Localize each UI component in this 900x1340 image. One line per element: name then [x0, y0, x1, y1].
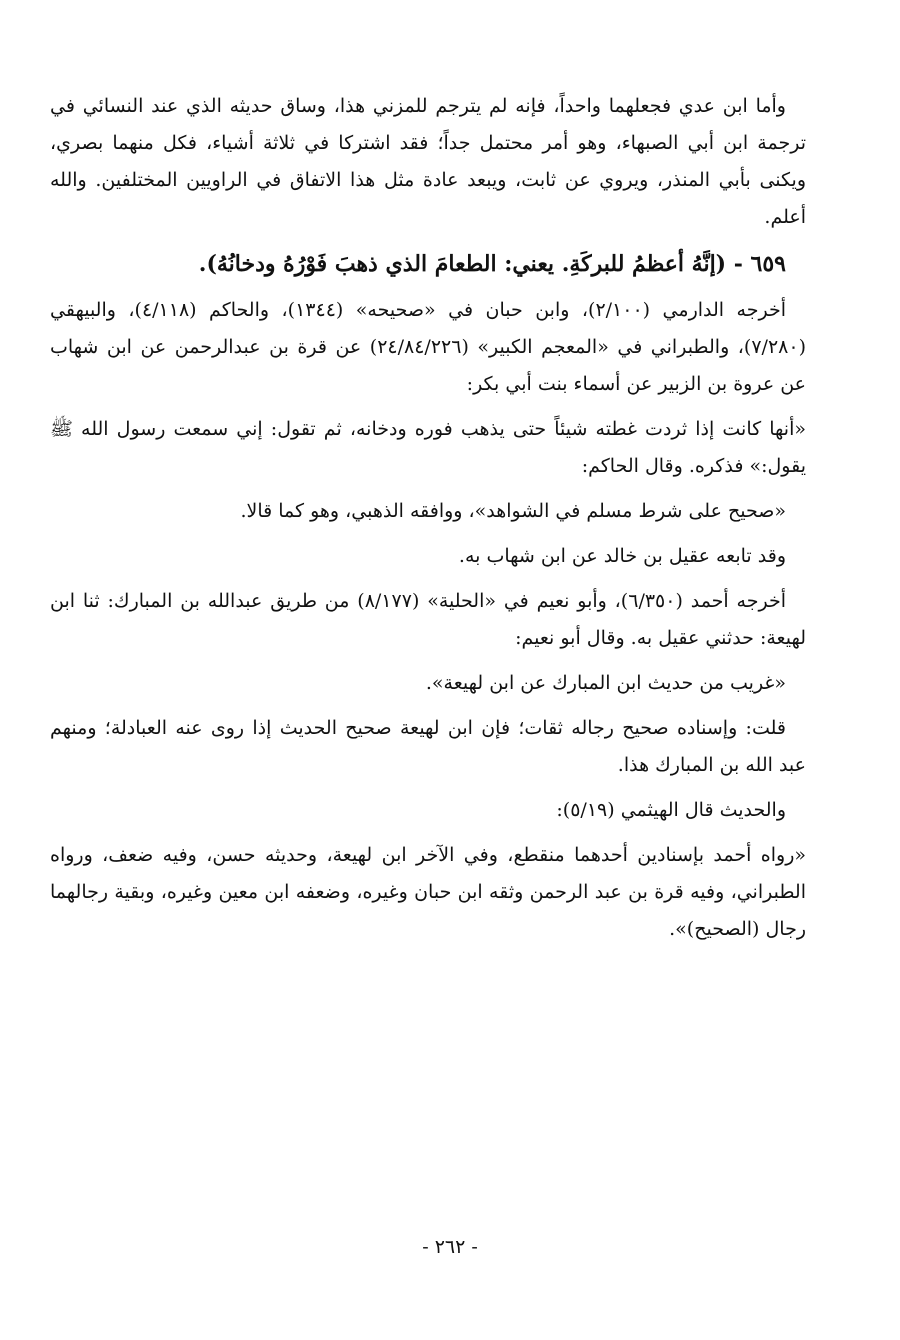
- hadith-heading: ٦٥٩ - (إنَّهُ أعظمُ للبركَةِ. يعني: الطعامَ الذي ذهبَ فَوْرُهُ ودخانُهُ).: [198, 251, 786, 277]
- paragraph-ibn-adi: وأما ابن عدي فجعلهما واحداً، فإنه لم يترجم للمزني هذا، وساق حديثه الذي عند النسائي في ترجمة ابن أبي الصبهاء، وهو أمر محتمل جداً؛ فقد اشتركا في ثلاثة أشياء، فكل منهما بصري، ويكنى بأبي المنذر، ويروي عن ثابت، ويبعد عادة مثل هذا الاتفاق في الراويين المختلفين. والله أعلم.: [50, 95, 806, 228]
- paragraph-qultu: قلت: وإسناده صحيح رجاله ثقات؛ فإن ابن لهيعة صحيح الحديث إذا روى عنه العبادلة؛ ومنهم عبد الله بن المبارك هذا.: [50, 717, 806, 776]
- quote-haythami: «رواه أحمد بإسنادين أحدهما منقطع، وفي الآخر ابن لهيعة، وحديثه حسن، وفيه ضعف، ورواه الطبراني، وفيه قرة بن عبد الرحمن وثقه ابن حبان وغيره، وضعفه ابن معين وغيره، وبقية رجالهما رجال (الصحيح)».: [50, 844, 806, 940]
- page-number: - ٢٦٢ -: [422, 1236, 478, 1258]
- paragraph-haythami: والحديث قال الهيثمي (٥/١٩):: [556, 799, 786, 821]
- paragraph-mutaba: وقد تابعه عقيل بن خالد عن ابن شهاب به.: [458, 545, 786, 567]
- paragraph-takhrij: أخرجه الدارمي (٢/١٠٠)، وابن حبان في «صحيحه» (١٣٤٤)، والحاكم (٤/١١٨)، والبيهقي (٧/٢٨٠)، والطبراني في «المعجم الكبير» (٢٤/٨٤/٢٢٦) عن قرة بن عبدالرحمن عن ابن شهاب عن عروة بن الزبير عن أسماء بنت أبي بكر:: [50, 299, 806, 395]
- quote-hakim: «صحيح على شرط مسلم في الشواهد»، ووافقه الذهبي، وهو كما قالا.: [240, 500, 786, 522]
- page-body: [50, 88, 806, 956]
- quote-abu-nuaym: «غريب من حديث ابن المبارك عن ابن لهيعة».: [425, 672, 786, 694]
- paragraph-ahmad: أخرجه أحمد (٦/٣٥٠)، وأبو نعيم في «الحلية» (٨/١٧٧) من طريق عبدالله بن المبارك: ثنا ابن لهيعة: حدثني عقيل به. وقال أبو نعيم:: [50, 590, 806, 649]
- quote-asma: «أنها كانت إذا ثردت غطته شيئاً حتى يذهب فوره ودخانه، ثم تقول: إني سمعت رسول الله ﷺ يقول:» فذكره. وقال الحاكم:: [50, 418, 806, 477]
